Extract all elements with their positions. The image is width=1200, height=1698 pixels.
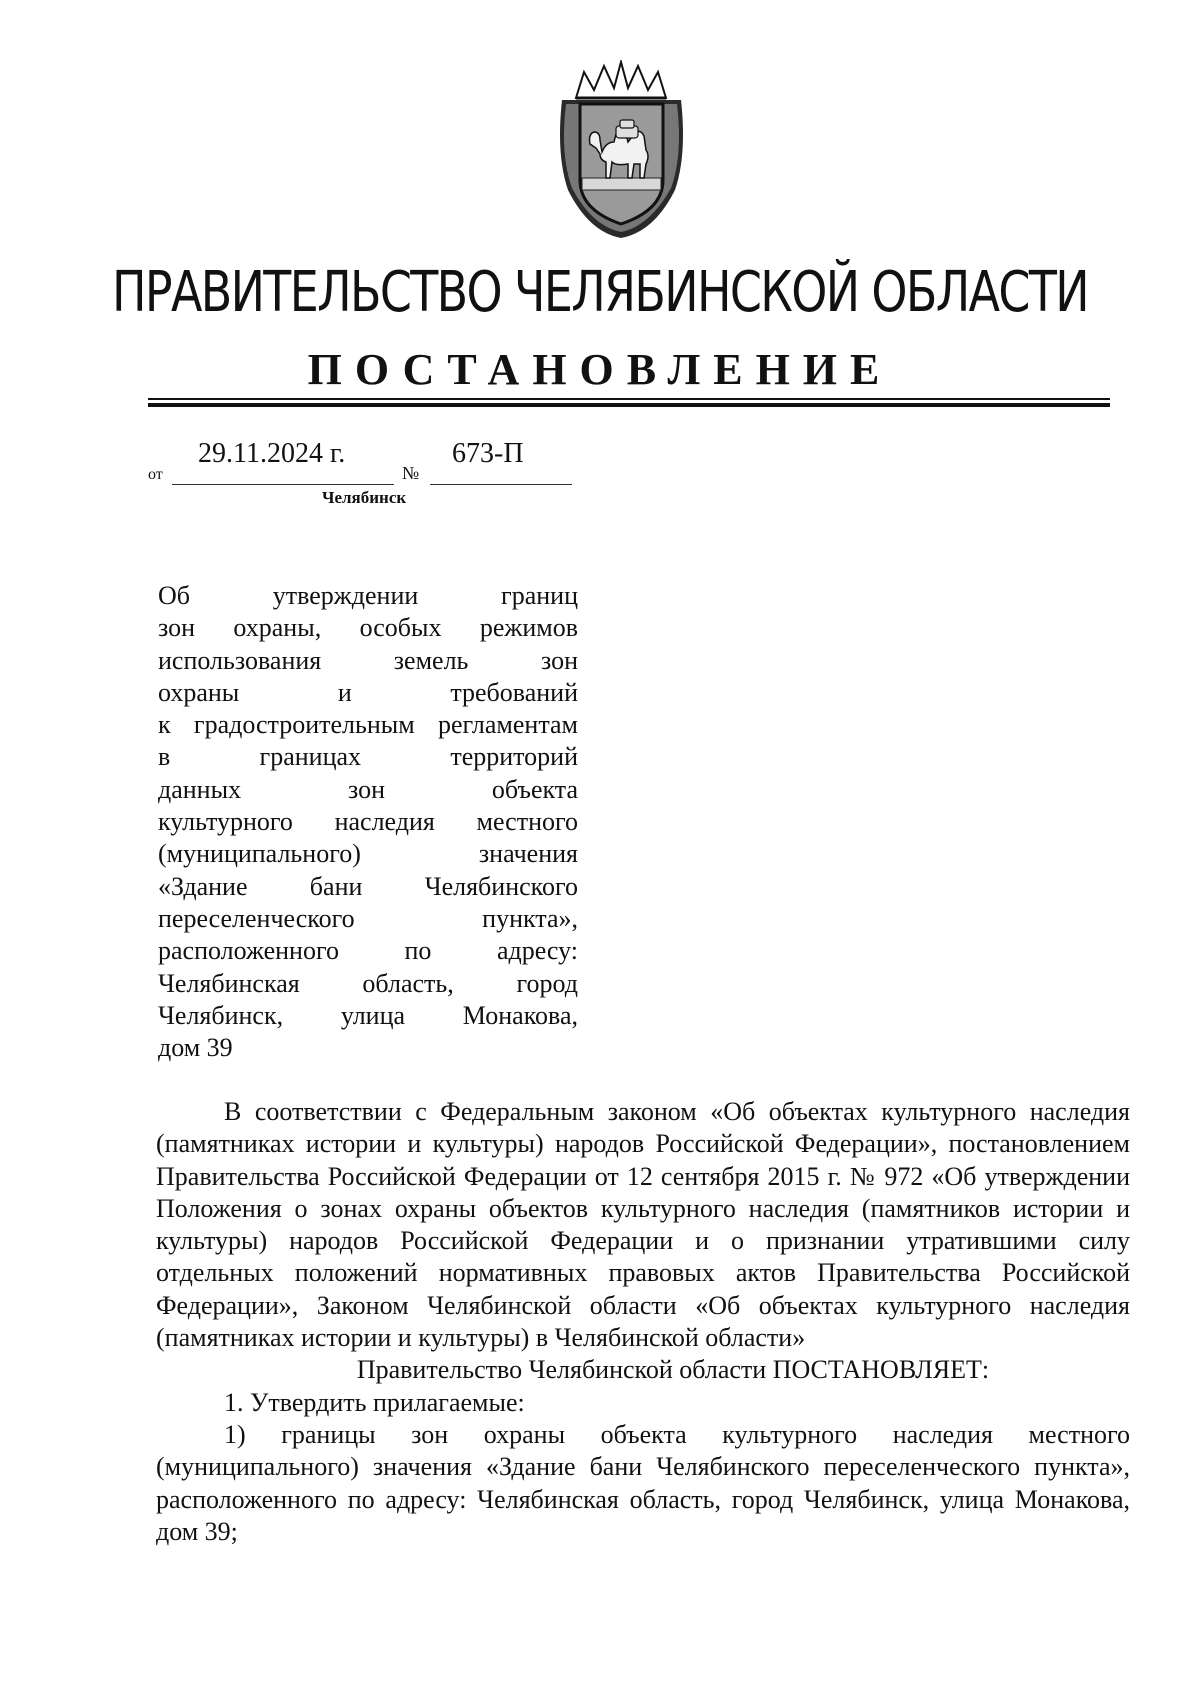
subject-line: охраны и требований bbox=[158, 677, 578, 707]
subject-line: к градостроительным регламентам bbox=[158, 710, 578, 740]
clause-1: 1. Утвердить прилагаемые: bbox=[224, 1387, 525, 1417]
subject-line: зон охраны, особых режимов bbox=[158, 613, 578, 643]
coat-of-arms-emblem bbox=[554, 60, 689, 240]
subject-line: использования земель зон bbox=[158, 645, 578, 675]
subject-line: Челябинск, улица Монакова, bbox=[158, 1000, 578, 1030]
document-city: Челябинск bbox=[322, 488, 407, 507]
header-divider-thin bbox=[148, 398, 1110, 400]
subject-line: «Здание бани Челябинского bbox=[158, 871, 578, 901]
subject-line: в границах территорий bbox=[158, 742, 578, 772]
subject-line: культурного наследия местного bbox=[158, 807, 578, 837]
header-divider-thick bbox=[148, 403, 1110, 407]
government-title: ПРАВИТЕЛЬСТВО ЧЕЛЯБИНСКОЙ ОБЛАСТИ bbox=[112, 260, 1088, 325]
document-subject bbox=[158, 580, 578, 1064]
document-number: 673-П bbox=[452, 438, 524, 469]
preamble-paragraph: В соответствии с Федеральным законом «Об объектах культурного наследия (памятниках истории и культуры) народов Российской Федерации», постановлением Правительства Российской Федерации от 12 сентября 2015 г. № 972 «Об утверждении Положения о зонах охраны объектов культурного наследия (памятников истории и культуры) народов Российской Федерации и о признании утратившими силу отдельных положений нормативных правовых актов Правительства Российской Федерации», Законом Челябинской области «Об объектах культурного наследия (памятниках истории и культуры) в Челябинской области» bbox=[156, 1097, 1130, 1353]
document-body bbox=[156, 1096, 1130, 1548]
subject-line: данных зон объекта bbox=[158, 774, 578, 804]
date-underline bbox=[172, 484, 394, 485]
number-label: № bbox=[402, 463, 420, 483]
subject-line: Об утверждении границ bbox=[158, 581, 578, 610]
number-underline bbox=[430, 484, 572, 485]
document-date: 29.11.2024 г. bbox=[198, 438, 346, 469]
subject-line: (муниципального) значения bbox=[158, 839, 578, 869]
subject-line: дом 39 bbox=[158, 1033, 233, 1063]
clause-1-subitem-1: 1) границы зон охраны объекта культурного наследия местного (муниципального) значения «Здание бани Челябинского переселенческого пункта», расположенного по адресу: Челябинская область, город Челябинск, улица Монакова, дом 39; bbox=[156, 1419, 1130, 1546]
subject-line: переселенческого пункта», bbox=[158, 903, 578, 933]
subject-line: Челябинская область, город bbox=[158, 968, 578, 998]
date-prefix-label: от bbox=[148, 466, 163, 483]
resolution-statement: Правительство Челябинской области ПОСТАНОВЛЯЕТ: bbox=[356, 1355, 990, 1385]
subject-line: расположенного по адресу: bbox=[158, 936, 578, 966]
document-type-title: ПОСТАНОВЛЕНИЕ bbox=[307, 345, 893, 394]
